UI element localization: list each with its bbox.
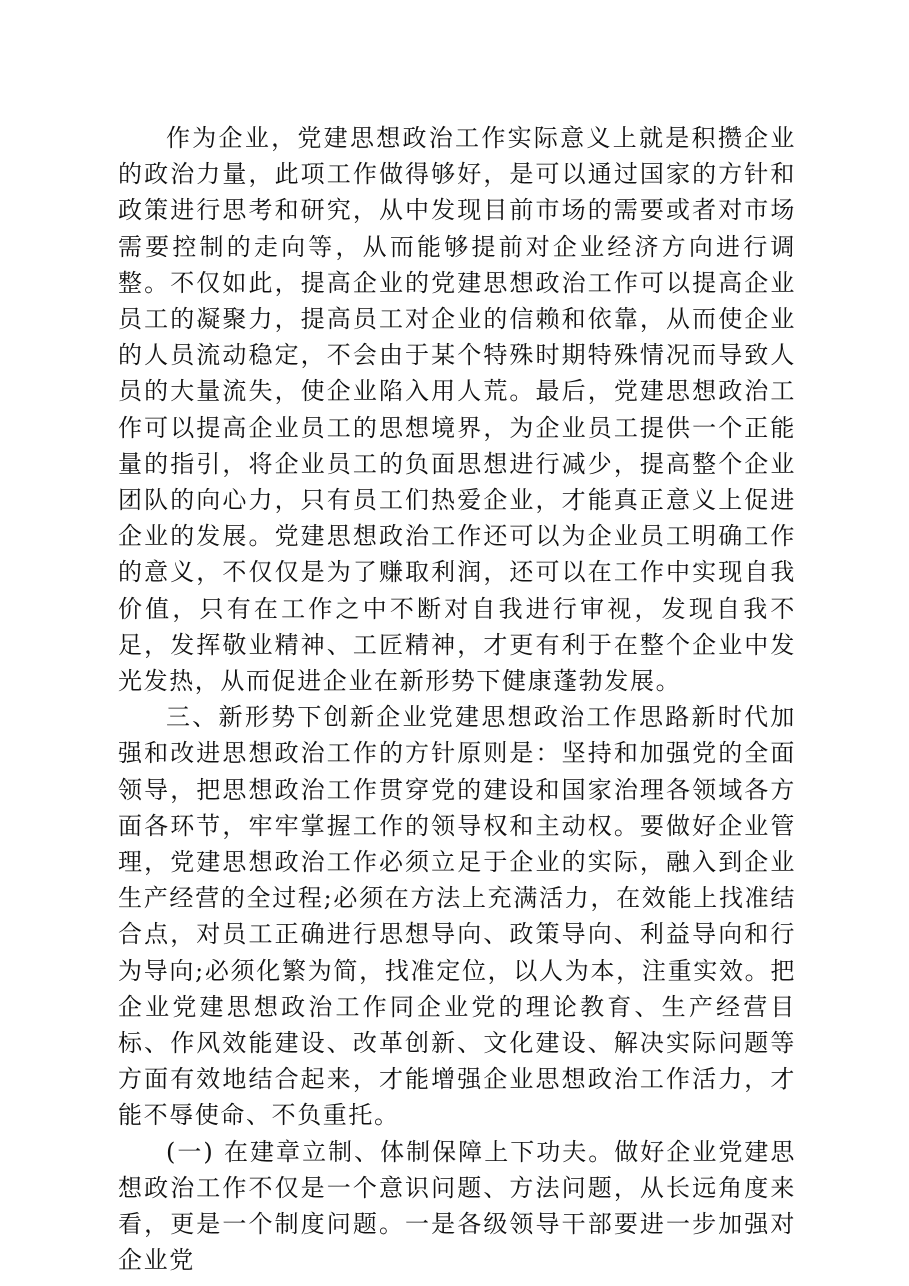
paragraph-subsection-one: (一) 在建章立制、体制保障上下功夫。做好企业党建思想政治工作不仅是一个意识问题、方法问题，从长远角度来看，更是一个制度问题。一是各级领导干部要进一步加强对企业党 [118,1137,796,1275]
paragraph-section-three: 三、新形势下创新企业党建思想政治工作思路新时代加强和改进思想政治工作的方针原则是：坚持和加强党的全面领导，把思想政治工作贯穿党的建设和国家治理各领域各方面各环节，牢牢掌握工作的领导权和主动权。要做好企业管理，党建思想政治工作必须立足于企业的实际，融入到企业生产经营的全过程;必须在方法上充满活力，在效能上找准结合点，对员工正确进行思想导向、政策导向、利益导向和行为导向;必须化繁为简，找准定位，以人为本，注重实效。把企业党建思想政治工作同企业党的理论教育、生产经营目标、作风效能建设、改革创新、文化建设、解决实际问题等方面有效地结合起来，才能增强企业思想政治工作活力，才能不辱使命、不负重托。 [118,703,796,1130]
document-body [118,120,796,1279]
paragraph-significance: 作为企业，党建思想政治工作实际意义上就是积攒企业的政治力量，此项工作做得够好，是可以通过国家的方针和政策进行思考和研究，从中发现目前市场的需要或者对市场需要控制的走向等，从而能够提前对企业经济方向进行调整。不仅如此，提高企业的党建思想政治工作可以提高企业员工的凝聚力，提高员工对企业的信赖和依靠，从而使企业的人员流动稳定，不会由于某个特殊时期特殊情况而导致人员的大量流失，使企业陷入用人荒。最后，党建思想政治工作可以提高企业员工的思想境界，为企业员工提供一个正能量的指引，将企业员工的负面思想进行减少，提高整个企业团队的向心力，只有员工们热爱企业，才能真正意义上促进企业的发展。党建思想政治工作还可以为企业员工明确工作的意义，不仅仅是为了赚取利润，还可以在工作中实现自我价值，只有在工作之中不断对自我进行审视，发现自我不足，发挥敬业精神、工匠精神，才更有利于在整个企业中发光发热，从而促进企业在新形势下健康蓬勃发展。 [118,124,796,696]
